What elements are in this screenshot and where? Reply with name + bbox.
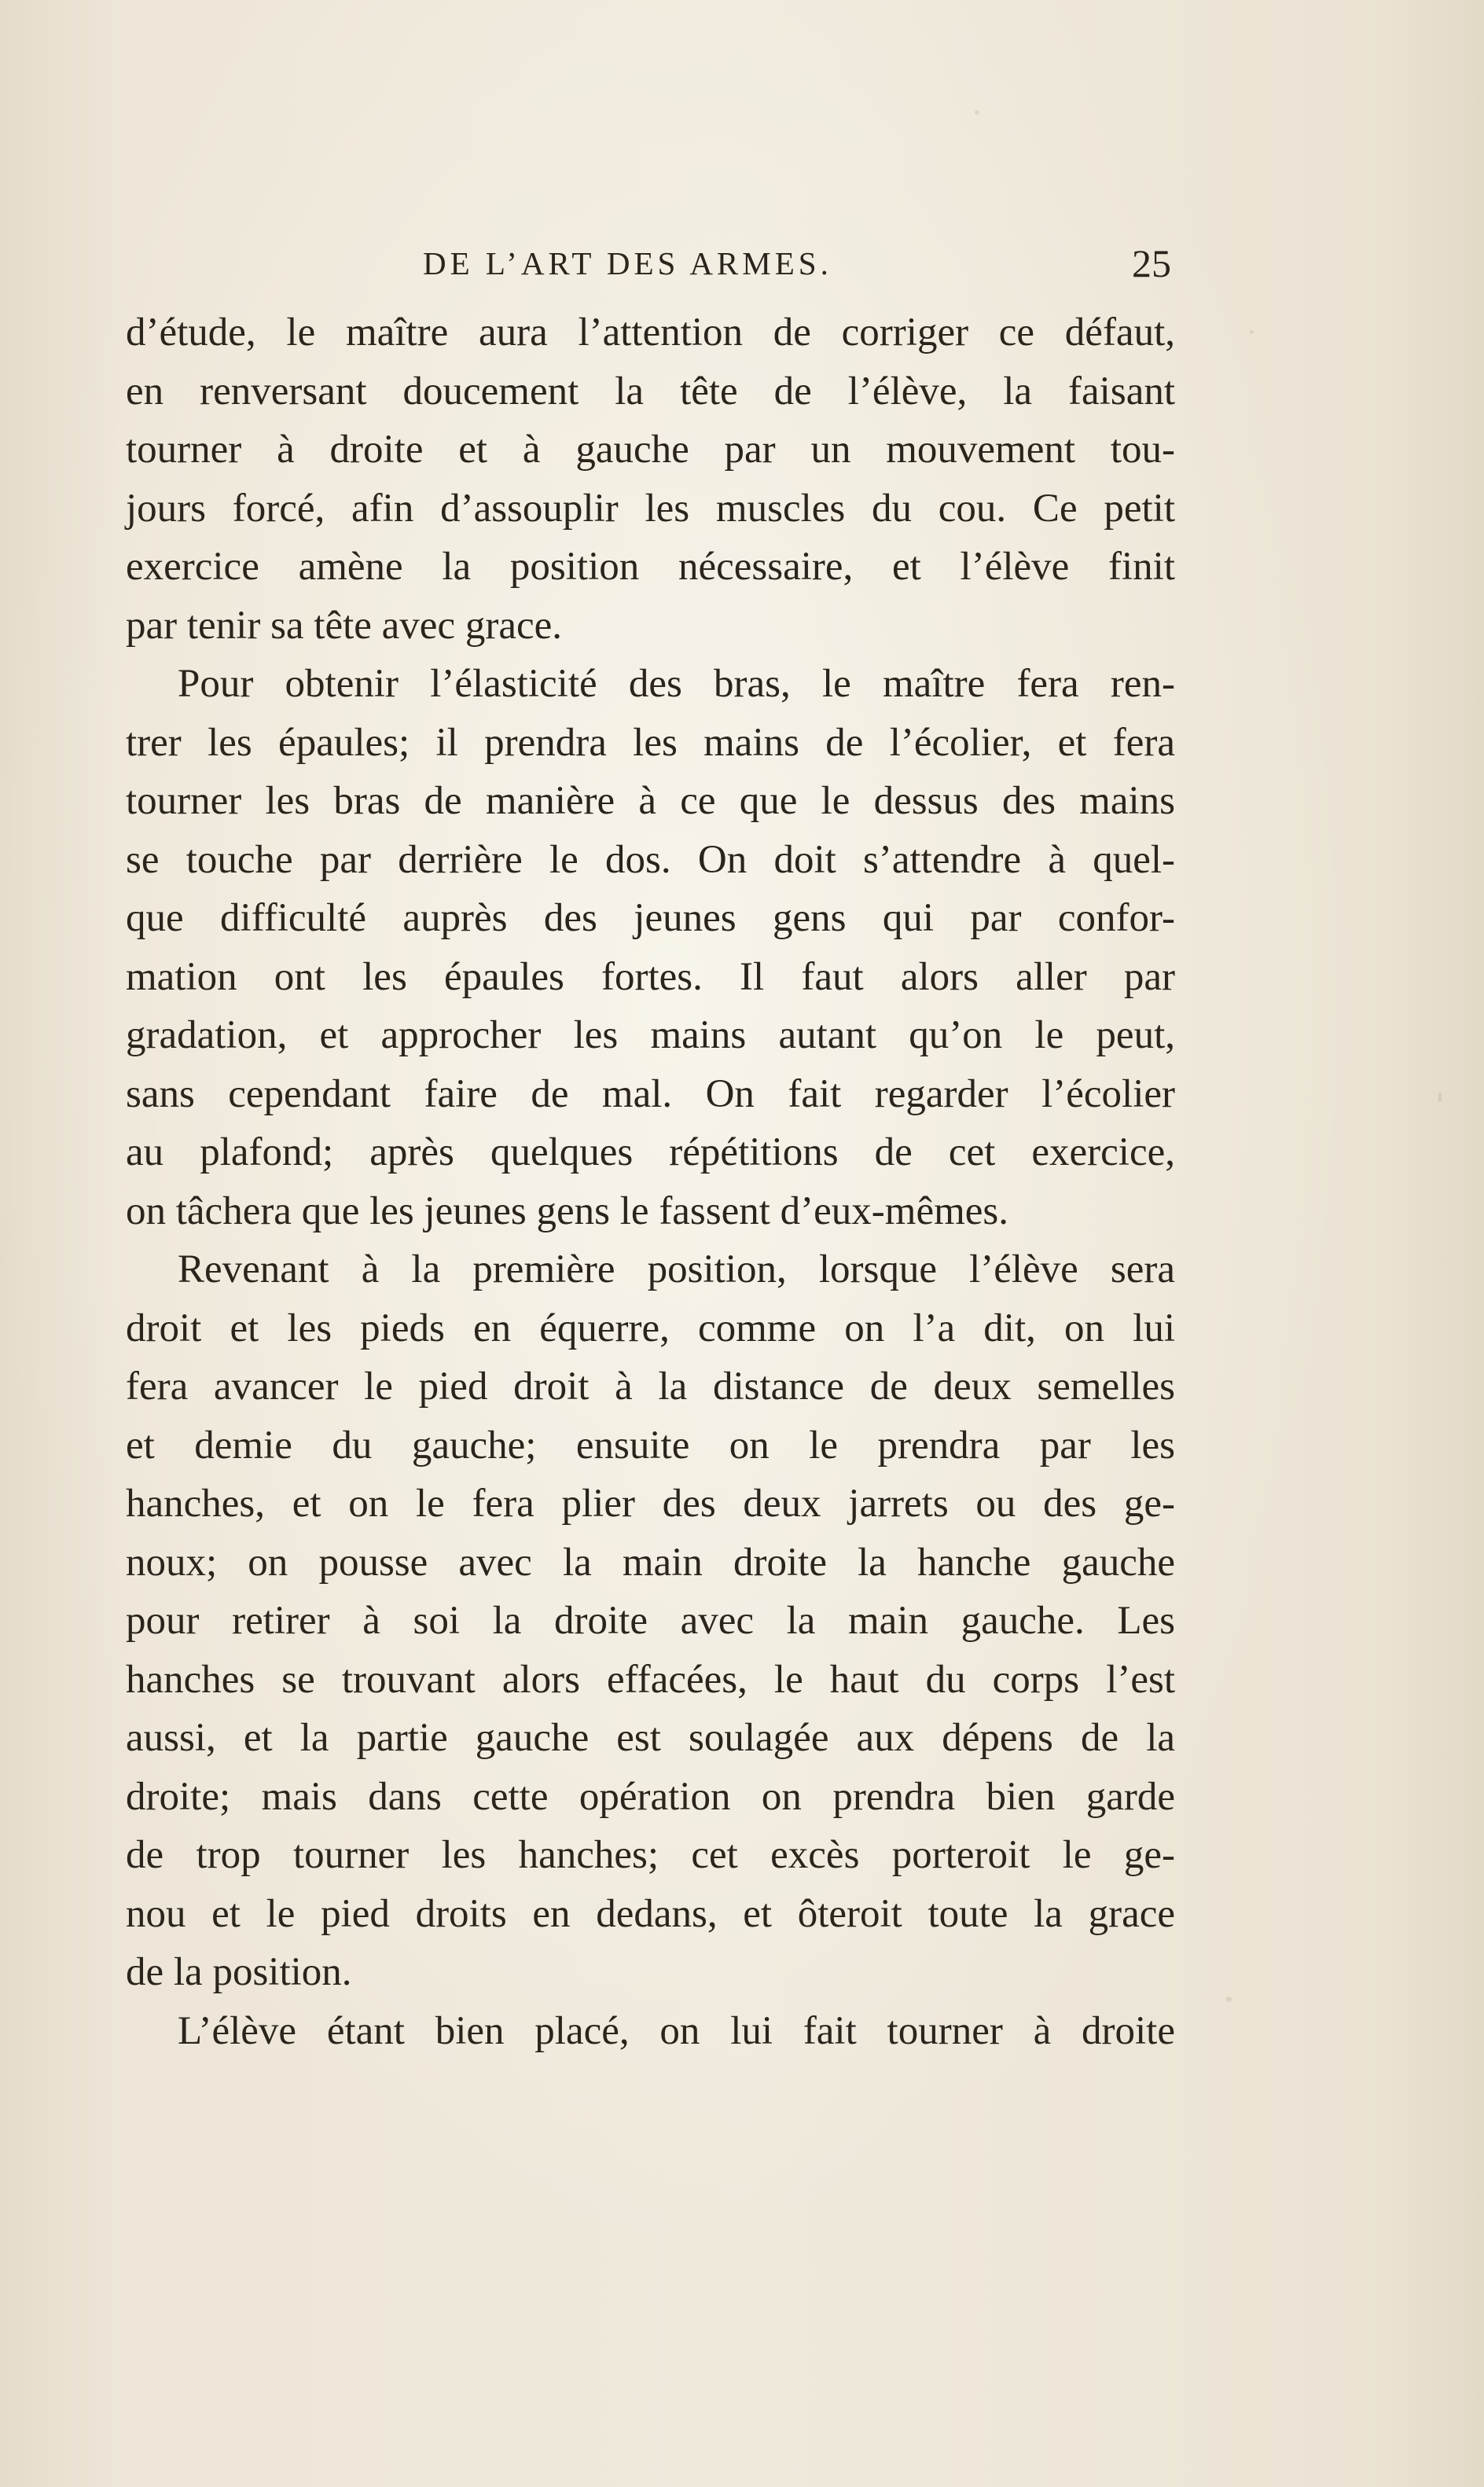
body-text: [126, 303, 1175, 2060]
text-line: que difficulté auprès des jeunes gens qui par confor-: [126, 896, 1175, 940]
paper-spot: [1250, 330, 1254, 334]
text-line: fera avancer le pied droit à la distance de deux semelles: [126, 1365, 1175, 1409]
text-line: se touche par derrière le dos. On doit s’attendre à quel-: [126, 837, 1175, 882]
text-line: L’élève étant bien placé, on lui fait tourner à droite: [178, 2008, 1175, 2053]
text-line: sans cependant faire de mal. On fait regarder l’écolier: [126, 1071, 1175, 1116]
text-line: noux; on pousse avec la main droite la hanche gauche: [126, 1540, 1175, 1585]
text-line: Revenant à la première position, lorsque l’élève sera: [178, 1247, 1175, 1291]
text-line: par tenir sa tête avec grace.: [126, 603, 562, 648]
text-line: exercice amène la position nécessaire, et l’élève finit: [126, 545, 1175, 589]
page-header: [423, 236, 1171, 291]
text-line: pour retirer à soi la droite avec la main gauche. Les: [126, 1599, 1175, 1643]
text-line: hanches, et on le fera plier des deux jarrets ou des ge-: [126, 1482, 1175, 1526]
paper-spot: [975, 110, 979, 115]
text-line: gradation, et approcher les mains autant qu’on le peut,: [126, 1013, 1175, 1057]
text-line: jours forcé, afin d’assouplir les muscles du cou. Ce petit: [126, 486, 1175, 531]
paragraph-4: [126, 2002, 1175, 2061]
paragraph-2: [126, 655, 1175, 1240]
text-line: hanches se trouvant alors effacées, le haut du corps l’est: [126, 1657, 1175, 1702]
text-line: en renversant doucement la tête de l’élève, la faisant: [126, 369, 1175, 413]
text-line: aussi, et la partie gauche est soulagée aux dépens de la: [126, 1716, 1175, 1760]
text-line: et demie du gauche; ensuite on le prendra par les: [126, 1423, 1175, 1468]
text-line: tourner les bras de manière à ce que le dessus des mains: [126, 779, 1175, 823]
text-line: droite; mais dans cette opération on prendra bien garde: [126, 1774, 1175, 1819]
text-line: mation ont les épaules fortes. Il faut alors aller par: [126, 954, 1175, 999]
text-line: nou et le pied droits en dedans, et ôteroit toute la grace: [126, 1891, 1175, 1936]
paper-spot: [1226, 1997, 1232, 2002]
paper-spot: [1438, 1093, 1442, 1102]
running-head: DE L’ART DES ARMES.: [423, 245, 832, 281]
text-line: on tâchera que les jeunes gens le fassent d’eux-mêmes.: [126, 1188, 1008, 1233]
text-line: tourner à droite et à gauche par un mouvement tou-: [126, 428, 1175, 472]
text-line: au plafond; après quelques répétitions de cet exercice,: [126, 1130, 1175, 1174]
paragraph-1: [126, 303, 1175, 655]
text-line: trer les épaules; il prendra les mains de l’écolier, et fera: [126, 720, 1175, 765]
page-number: 25: [1132, 241, 1171, 285]
text-line: de la position.: [126, 1950, 352, 1994]
text-line: d’étude, le maître aura l’attention de corriger ce défaut,: [126, 310, 1175, 354]
text-line: Pour obtenir l’élasticité des bras, le maître fera ren-: [178, 662, 1175, 706]
text-line: droit et les pieds en équerre, comme on l’a dit, on lui: [126, 1306, 1175, 1350]
text-line: de trop tourner les hanches; cet excès porteroit le ge-: [126, 1833, 1175, 1877]
paragraph-3: [126, 1240, 1175, 2002]
